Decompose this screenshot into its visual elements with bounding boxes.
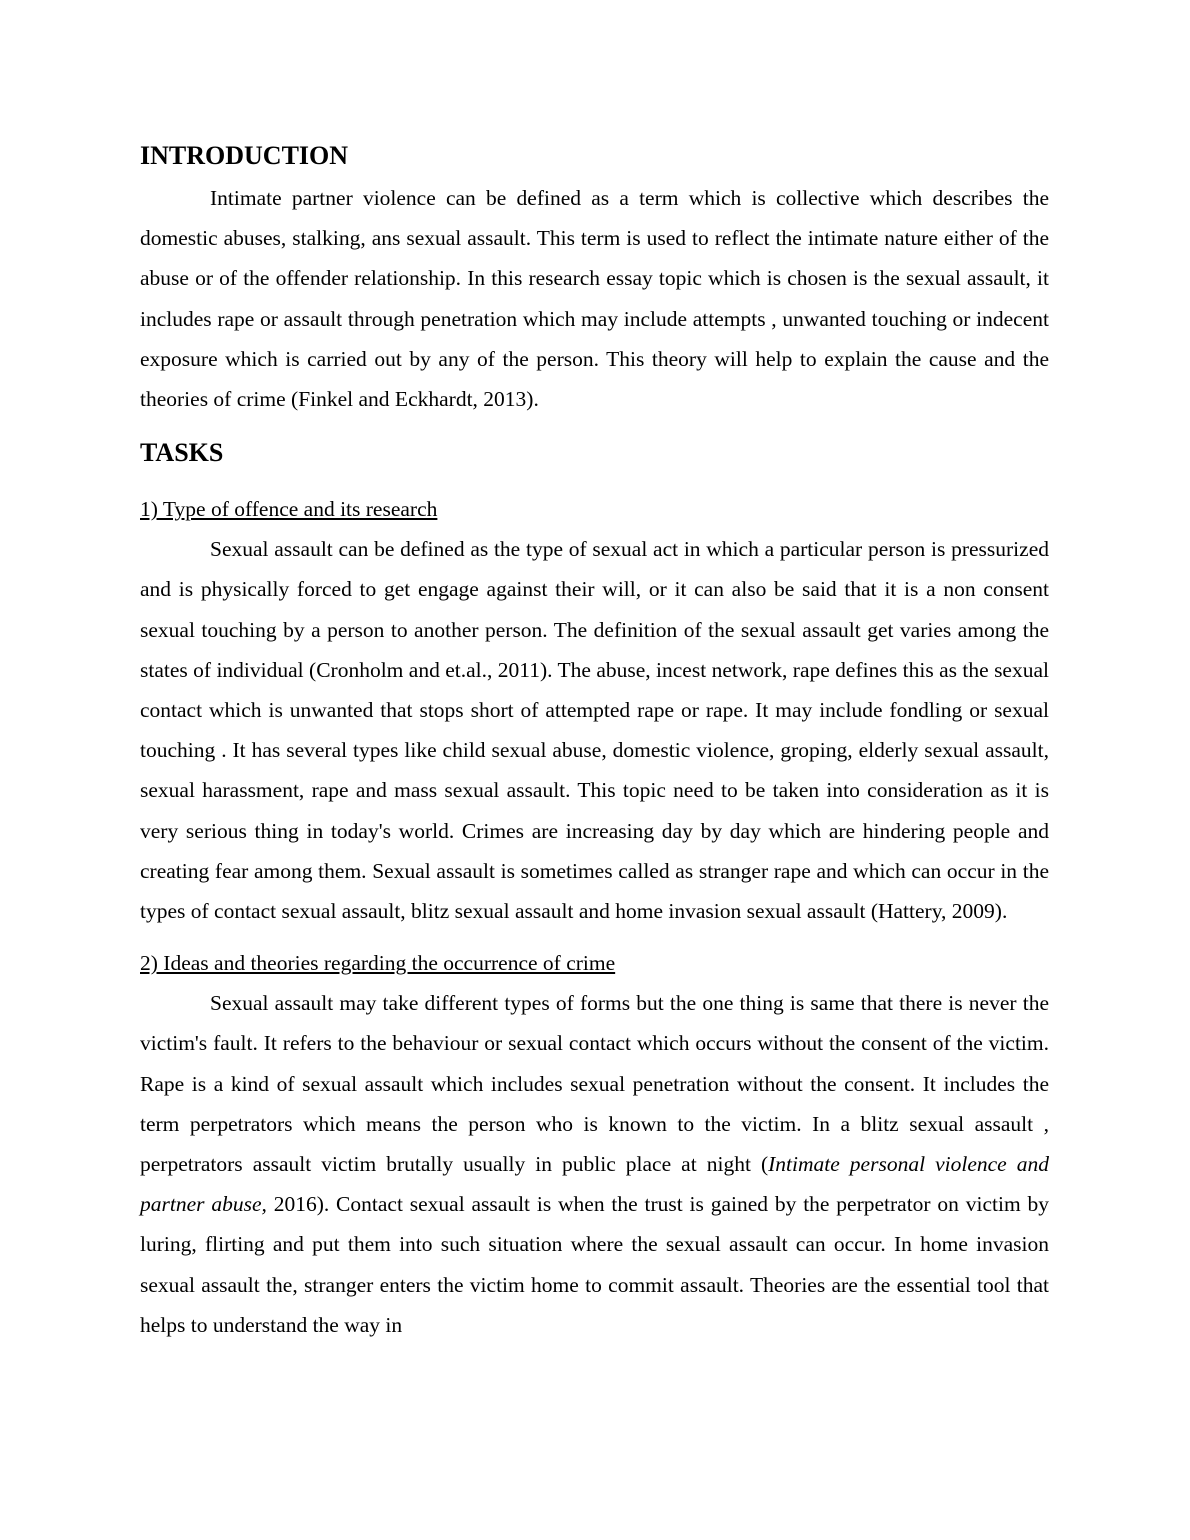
task2-text-after: 2016). Contact sexual assault is when the trust is gained by the perpetrator on victim by luring, flirting and put them into such situation where the sexual assault can occur. In home invasion sexual assault the, stranger enters the victim home to commit assault. Theories are the essential tool that helps to understand the way in — [140, 1192, 1049, 1337]
task2-paragraph — [140, 983, 1049, 1345]
task2-citation-italic: Intimate personal violence and partner abuse, — [140, 1152, 1049, 1217]
task2-subheading: 2) Ideas and theories regarding the occurrence of crime — [140, 951, 616, 976]
document-page — [140, 138, 1049, 1345]
tasks-heading: TASKS — [140, 438, 224, 468]
task1-subheading: 1) Type of offence and its research — [140, 497, 438, 522]
task1-paragraph: Sexual assault can be defined as the type of sexual act in which a particular person is pressurized and is physically forced to get engage against their will, or it can also be said that it is a non consent sexual touching by a person to another person. The definition of the sexual assault get varies among the states of individual (Cronholm and et.al., 2011). The abuse, incest network, rape defines this as the sexual contact which is unwanted that stops short of attempted rape or rape. It may include fondling or sexual touching . It has several types like child sexual abuse, domestic violence, groping, elderly sexual assault, sexual harassment, rape and mass sexual assault. This topic need to be taken into consideration as it is very serious thing in today's world. Crimes are increasing day by day which are hindering people and creating fear among them. Sexual assault is sometimes called as stranger rape and which can occur in the types of contact sexual assault, blitz sexual assault and home invasion sexual assault (Hattery, 2009). — [140, 537, 1049, 924]
task2-text-before: Sexual assault may take different types of forms but the one thing is same that there is never the victim's fault. It refers to the behaviour or sexual contact which occurs without the consent of the victim. Rape is a kind of sexual assault which includes sexual penetration without the consent. It includes the term perpetrators which means the person who is known to the victim. In a blitz sexual assault , perpetrators assault victim brutally usually in public place at night ( — [140, 991, 1049, 1177]
introduction-heading: INTRODUCTION — [140, 141, 349, 170]
introduction-paragraph: Intimate partner violence can be defined as a term which is collective which describes the domestic abuses, stalking, ans sexual assault. This term is used to reflect the intimate nature either of the abuse or of the offender relationship. In this research essay topic which is chosen is the sexual assault, it includes rape or assault through penetration which may include attempts , unwanted touching or indecent exposure which is carried out by any of the person. This theory will help to explain the cause and the theories of crime (Finkel and Eckhardt, 2013). — [140, 186, 1049, 412]
